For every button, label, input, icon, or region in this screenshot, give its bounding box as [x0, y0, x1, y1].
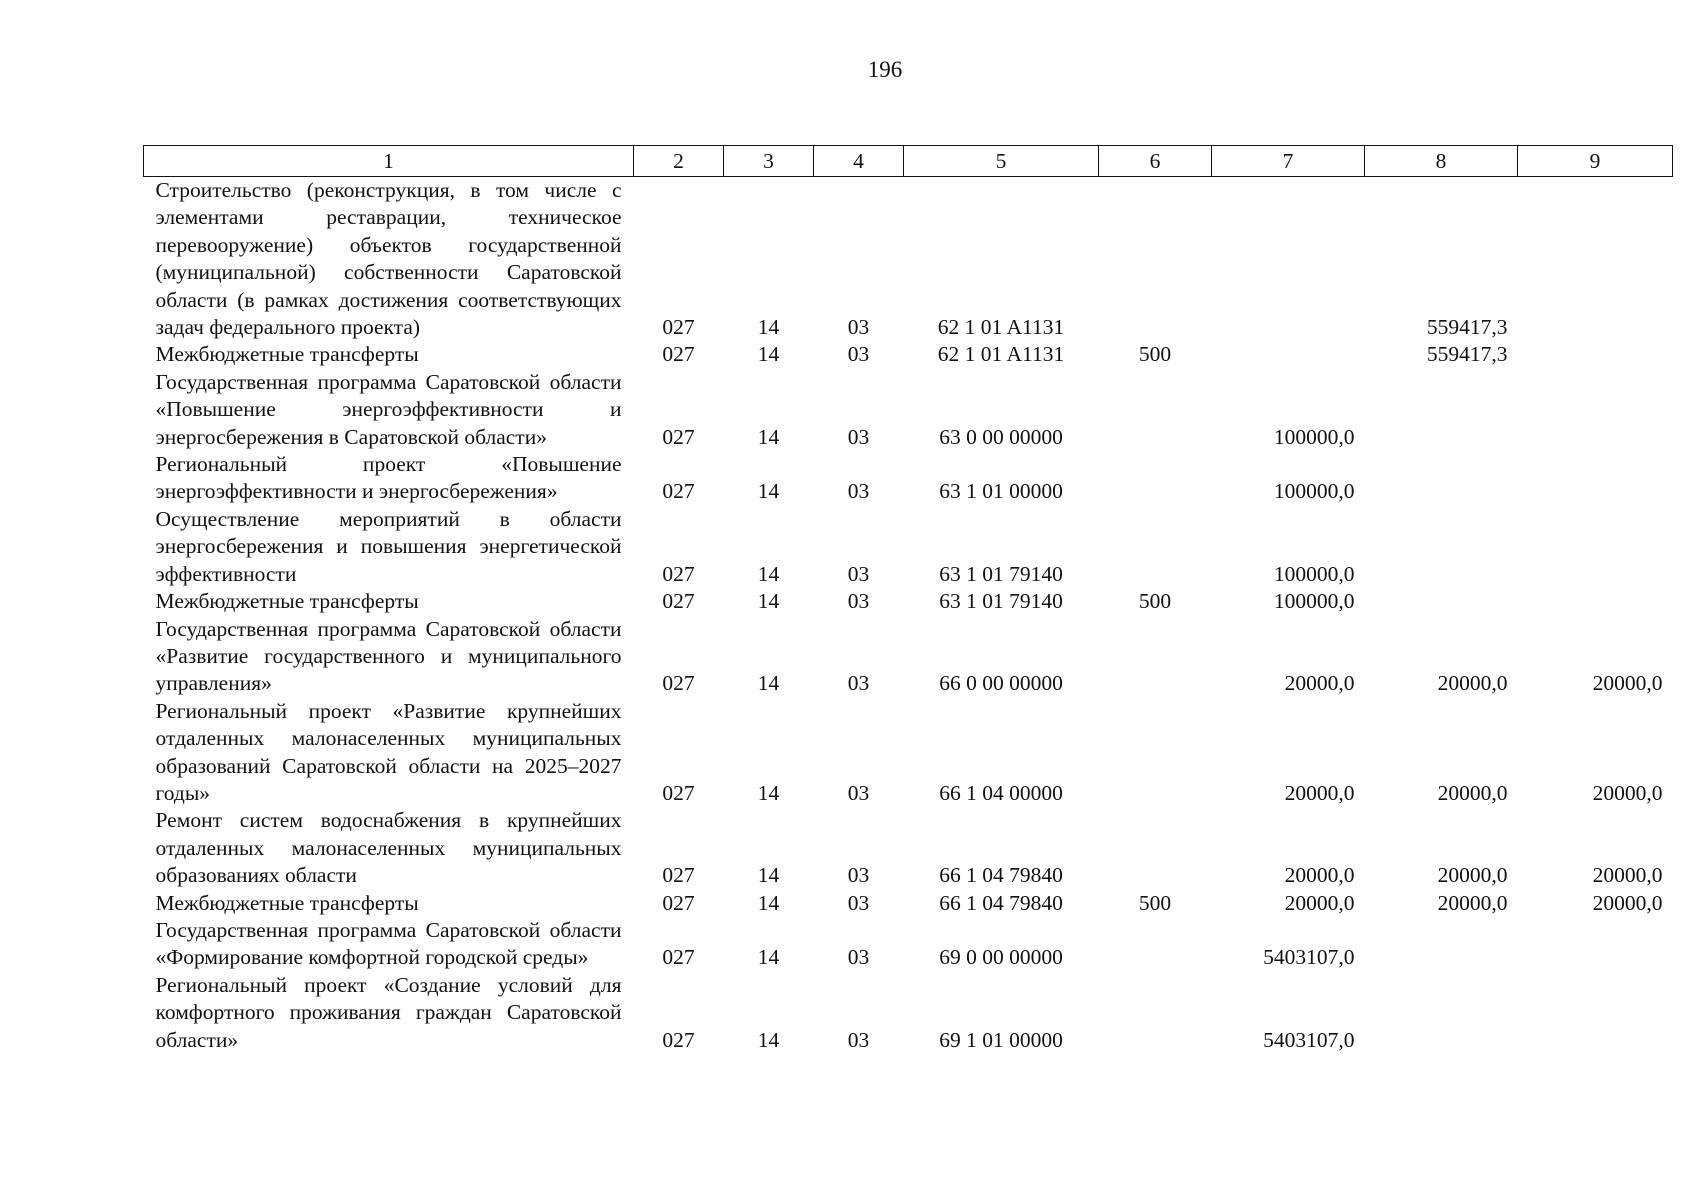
cell-amount-col9: 20000,0 [1592, 863, 1663, 888]
cell-ministry-code: 027 [662, 780, 695, 805]
cell-amount-col9 [1518, 506, 1673, 588]
budget-table [143, 145, 1673, 1054]
cell-amount-col8 [1365, 972, 1518, 1054]
cell-ministry-code: 027 [662, 589, 695, 614]
row-name: Государственная программа Саратовской области «Формирование комфортной городской среды» [155, 917, 622, 970]
cell-ministry-code: 027 [662, 945, 695, 970]
cell-section: 14 [757, 589, 780, 614]
row-name: Региональный проект «Создание условий для комфортного проживания граждан Саратовской области» [155, 972, 622, 1052]
cell-amount-col8: 20000,0 [1437, 780, 1508, 805]
cell-target-item: 63 1 01 00000 [939, 479, 1063, 504]
column-header: 2 [634, 146, 724, 177]
table-body [144, 177, 1673, 1055]
table-row [144, 807, 1673, 889]
row-name: Региональный проект «Повышение энергоэффективности и энергосбережения» [155, 452, 622, 504]
cell-target-item: 69 0 00 00000 [939, 945, 1063, 970]
cell-expense-type [1099, 917, 1212, 972]
cell-ministry-code: 027 [662, 424, 695, 449]
cell-section: 14 [757, 945, 780, 970]
cell-section: 14 [757, 863, 780, 888]
cell-subsection: 03 [847, 780, 870, 805]
cell-amount-col7: 100000,0 [1273, 479, 1355, 504]
cell-amount-col7: 5403107,0 [1263, 945, 1355, 970]
cell-amount-col8 [1365, 506, 1518, 588]
cell-ministry-code: 027 [662, 315, 695, 340]
cell-ministry-code: 027 [662, 671, 695, 696]
cell-amount-col9 [1518, 972, 1673, 1054]
cell-expense-type [1099, 616, 1212, 698]
cell-amount-col7 [1212, 341, 1365, 368]
cell-amount-col7: 100000,0 [1273, 424, 1355, 449]
cell-amount-col7: 100000,0 [1273, 589, 1355, 614]
cell-target-item: 62 1 01 A1131 [937, 342, 1065, 367]
cell-amount-col7: 5403107,0 [1263, 1027, 1355, 1052]
table-row [144, 616, 1673, 698]
cell-target-item: 66 0 00 00000 [939, 671, 1063, 696]
row-name: Межбюджетные трансферты [155, 589, 419, 614]
cell-amount-col7: 20000,0 [1284, 671, 1355, 696]
cell-target-item: 69 1 01 00000 [939, 1027, 1063, 1052]
column-header: 5 [904, 146, 1099, 177]
cell-subsection: 03 [847, 671, 870, 696]
cell-expense-type [1099, 972, 1212, 1054]
table-row [144, 506, 1673, 588]
cell-ministry-code: 027 [662, 1027, 695, 1052]
cell-expense-type [1099, 451, 1212, 506]
cell-amount-col8 [1365, 369, 1518, 451]
column-header: 4 [814, 146, 904, 177]
row-name: Государственная программа Саратовской области «Повышение энергоэффективности и энергосбережения в Саратовской области» [155, 369, 622, 449]
cell-ministry-code: 027 [662, 561, 695, 586]
cell-amount-col7 [1212, 177, 1365, 342]
column-header: 6 [1099, 146, 1212, 177]
cell-amount-col9 [1518, 588, 1673, 615]
table-row [144, 917, 1673, 972]
column-header: 9 [1518, 146, 1673, 177]
cell-section: 14 [757, 479, 780, 504]
cell-amount-col7: 20000,0 [1284, 863, 1355, 888]
cell-amount-col9 [1518, 341, 1673, 368]
column-header: 1 [144, 146, 634, 177]
cell-section: 14 [757, 342, 780, 367]
column-header: 3 [724, 146, 814, 177]
cell-ministry-code: 027 [662, 863, 695, 888]
table-row [144, 890, 1673, 917]
cell-subsection: 03 [847, 479, 870, 504]
column-header: 8 [1365, 146, 1518, 177]
cell-expense-type [1099, 698, 1212, 808]
row-name: Государственная программа Саратовской области «Развитие государственного и муниципального управления» [155, 616, 622, 696]
cell-amount-col8: 559417,3 [1426, 342, 1508, 367]
table-row [144, 341, 1673, 368]
cell-amount-col9: 20000,0 [1592, 671, 1663, 696]
table-row [144, 369, 1673, 451]
cell-section: 14 [757, 890, 780, 915]
cell-target-item: 66 1 04 79840 [939, 863, 1063, 888]
cell-section: 14 [757, 561, 780, 586]
cell-amount-col9 [1518, 369, 1673, 451]
cell-ministry-code: 027 [662, 890, 695, 915]
cell-target-item: 66 1 04 79840 [939, 890, 1063, 915]
row-name: Межбюджетные трансферты [155, 890, 419, 915]
cell-target-item: 63 1 01 79140 [939, 589, 1063, 614]
cell-amount-col8 [1365, 451, 1518, 506]
row-name: Строительство (реконструкция, в том числе с элементами реставрации, техническое перевооружение) объектов государственной (муниципальной) собственности Саратовской области (в рамках достижения соответствующих задач федерального проекта) [155, 178, 622, 340]
cell-subsection: 03 [847, 589, 870, 614]
cell-target-item: 63 1 01 79140 [939, 561, 1063, 586]
cell-expense-type: 500 [1138, 342, 1172, 367]
cell-amount-col7: 20000,0 [1284, 780, 1355, 805]
cell-expense-type [1099, 506, 1212, 588]
cell-section: 14 [757, 780, 780, 805]
cell-amount-col9: 20000,0 [1592, 890, 1663, 915]
cell-expense-type [1099, 369, 1212, 451]
table-row [144, 451, 1673, 506]
cell-ministry-code: 027 [662, 342, 695, 367]
table-row [144, 177, 1673, 342]
column-number-row [144, 146, 1673, 177]
cell-expense-type: 500 [1138, 589, 1172, 614]
table-row [144, 698, 1673, 808]
cell-amount-col8: 20000,0 [1437, 890, 1508, 915]
cell-subsection: 03 [847, 424, 870, 449]
cell-expense-type: 500 [1138, 890, 1172, 915]
cell-amount-col8: 559417,3 [1426, 315, 1508, 340]
cell-target-item: 62 1 01 A1131 [937, 315, 1065, 340]
cell-subsection: 03 [847, 315, 870, 340]
row-name: Региональный проект «Развитие крупнейших отдаленных малонаселенных муниципальных образований Саратовской области на 2025–2027 годы» [155, 698, 622, 805]
cell-section: 14 [757, 1027, 780, 1052]
cell-subsection: 03 [847, 1027, 870, 1052]
cell-ministry-code: 027 [662, 479, 695, 504]
cell-section: 14 [757, 424, 780, 449]
cell-amount-col8 [1365, 588, 1518, 615]
cell-amount-col9: 20000,0 [1592, 780, 1663, 805]
cell-amount-col9 [1518, 451, 1673, 506]
cell-amount-col9 [1518, 917, 1673, 972]
cell-amount-col9 [1518, 177, 1673, 342]
cell-section: 14 [757, 671, 780, 696]
cell-expense-type [1099, 807, 1212, 889]
cell-target-item: 66 1 04 00000 [939, 780, 1063, 805]
cell-amount-col8: 20000,0 [1437, 863, 1508, 888]
column-header: 7 [1212, 146, 1365, 177]
cell-target-item: 63 0 00 00000 [939, 424, 1063, 449]
cell-amount-col7: 20000,0 [1284, 890, 1355, 915]
table-row [144, 588, 1673, 615]
row-name: Ремонт систем водоснабжения в крупнейших отдаленных малонаселенных муниципальных образованиях области [155, 808, 622, 888]
cell-subsection: 03 [847, 561, 870, 586]
cell-subsection: 03 [847, 342, 870, 367]
table-row [144, 972, 1673, 1054]
cell-expense-type [1099, 177, 1212, 342]
cell-section: 14 [757, 315, 780, 340]
page-number: 196 [867, 57, 903, 82]
cell-amount-col7: 100000,0 [1273, 561, 1355, 586]
cell-amount-col8: 20000,0 [1437, 671, 1508, 696]
cell-subsection: 03 [847, 863, 870, 888]
row-name: Осуществление мероприятий в области энергосбережения и повышения энергетической эффективности [155, 506, 622, 586]
cell-subsection: 03 [847, 890, 870, 915]
row-name: Межбюджетные трансферты [155, 342, 419, 367]
cell-subsection: 03 [847, 945, 870, 970]
cell-amount-col8 [1365, 917, 1518, 972]
